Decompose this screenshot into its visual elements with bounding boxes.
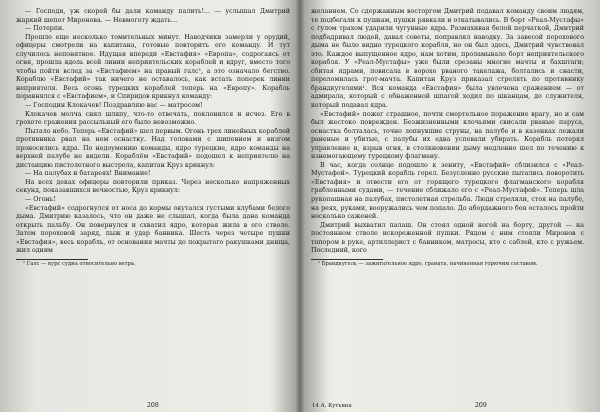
paragraph: «Евстафий» содрогнулся от носа до кормы окутался густыми клубами белого дыма. Дмитрию казалось, что он даже не слышал, когда была дана команда открыть пальбу. Он повернулся и схватил ядро, которая жила в его стволе. Затем пороховой заряд, пыж и удар банника. Шесть через четыре пушки «Евстафия», весь корабль, от основания мачты до покрытого ракушками днища, жил одним [16, 204, 290, 255]
paragraph: В час, когда солнце подошло к зениту, «Евстафий» сблизился с «Реал-Мустафой». Турецкий корабль горел. Безусленно русские пытались поворотить «Евстафия» и отвести его от горящего турецкого флагманского корабля грабленными судами, — течение сближало его с «Реал-Мустафой». Теперь шла рукопашная на палубах, пистолетная стрельба. Люди стреляли, стоя на палубе, на реях, руками, вооружались чем попало. До абордажного боя осталось пройти несколько саженей. [311, 161, 584, 221]
paragraph: — Господин Клокачев! Поздравляю вас — матросом! [25, 102, 203, 110]
paragraph: — Огонь! [25, 196, 56, 204]
right-page [302, 0, 600, 412]
paragraph: — Господи, уж скорей бы дали команду палить!... — услышал Дмитрий жаркий шепот Миронова. — Невмоготу ждать... [16, 8, 290, 24]
footnote-divider [16, 259, 88, 260]
left-page-text [16, 8, 290, 256]
footnote-divider [311, 259, 383, 260]
right-page-text [311, 8, 584, 256]
paragraph: Прошло еще несколько томительных минут. Наводчики замерли у орудий, офицеры смотрели на капитана, готовые повторить его команду. И тут случилось непонятное. Идущая впереди «Евстафия» «Европа», содрогаясь от огня, прошла вдоль всей линии неприятельских кораблей и вдруг, вместо того чтобы пойти вслед за «Евстафием» на правый галс¹, а это означало бегство. Кораблю «Евстафий» так ничего не оставалось, как встать поперек линии неприятеля. Весь огонь турецких кораблей теперь на «Европу». Корабль поравнялся с «Евстафием», и Спиридов крикнул команду: [16, 33, 290, 101]
paragraph: Пытало небо. Теперь «Евстафий» шел первым. Огонь трех линейных кораблей противника рвал на нем оснастку. Над головами с шипением и визгом проносились ядра. По недоумению команды, ядро турецкие, ядро команды на верхней палубе не видели. Кораблём «Евстафий» подошел к неприятелю на дистанцию пистолетного выстрела, капитан Круз крикнул: [16, 127, 290, 169]
paragraph: Дмитрий выхватил палаш. Он стоял одной ногой на борту, другой — на постоянном стволе искореженной пушки. Рядом с ним стояли Миронов с топором в руке, артиллерист с банником, матросы, кто с саблей, кто с ружьем. Последний, кого [311, 221, 584, 255]
right-footnote: ¹ Брандкугель — зажигательное ядро, граната, начиненная горючим составом. [318, 260, 538, 267]
paragraph: «Евстафий» пожег страшное, почти смертельное поражение врагу, но и сам был жестоко поврежден. Безжизненными клочьями свисали рваные паруса, оснастка болталась, точно лопнувшие струны, на палубе и в казенках лежали раненые и убитые, с палубы их едва успевали убирать. Корабль потерял управление и, взрыв огня, в столкновении дыму медленно шел по течению к изнемогающему турецкому флагману. [311, 110, 584, 161]
paragraph: Клокачев молча снял шляпу, что-то отвечать, поклонился и исчез. Его в грохоте сражения рассыльный его было невозможно. [16, 110, 290, 127]
right-page-number: 209 [475, 402, 487, 409]
left-page [0, 0, 298, 412]
printer-signature: 14 А. Кутьина [312, 403, 352, 409]
paragraph: На всех деках офицеры повторили приказ. Через несколько напряженных секунд, показавшихся вечностью, Круз крикнул: [16, 178, 290, 195]
paragraph: — Потерпи. [25, 25, 65, 33]
paragraph: желанием. Со сдержанным восторгом Дмитрий подавал команду своим людям, те подбегали к пушкам, пушки рявкали и откатывались. В борт «Реал-Мустафы» с гулом трахом ударили чугунные ядра. Размахивая белой перчаткой, Дмитрий подбадривал людей, давал советы, поправлял наводку. За завесой порохового дыма не было видно турецкого корабля, но он был здесь, Дмитрий чувствовал это. Каждое выпущенное ядро, нам хотим, проламывало борт неприятельского корабля. У «Реал-Мустафы» уже были срезаны многие мачты и бахштаги; сбитая ядрами, повисала в ворохе рваного такелажа, болтались и снасти, переломилась грот-мачта. Капитан Круз приказал стрелять по противнику брандкугелями¹. Вся команда «Евстафия» была увлечена сражением — от адмирала, который с обнаженной шпагой ходил по шканцам, до служителя, который подавал ядра. [311, 8, 584, 110]
left-page-number: 208 [147, 402, 159, 409]
left-footnote: ¹ Галс — курс судна относительно ветра. [23, 260, 136, 267]
paragraph: — На палубах и батареях! Внимание! [25, 170, 151, 178]
